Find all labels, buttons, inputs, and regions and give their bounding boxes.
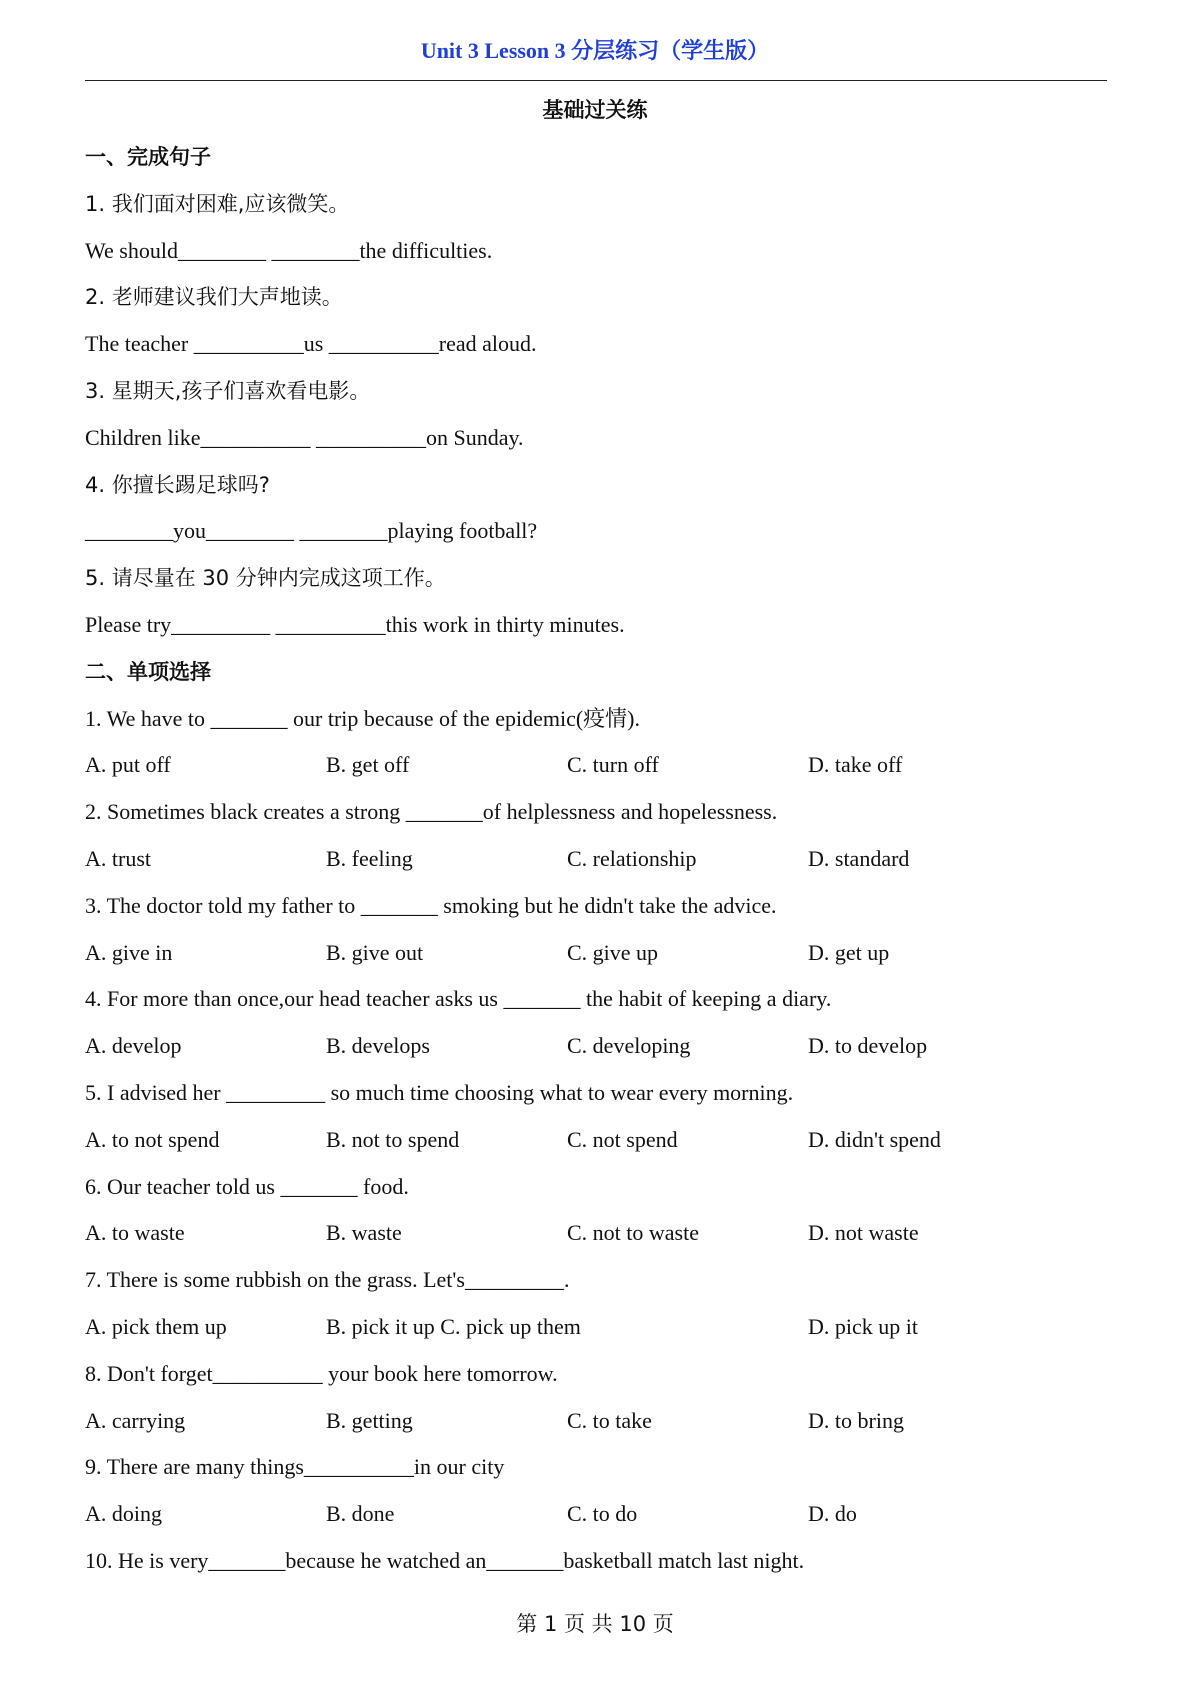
option-c: C. not spend: [567, 1126, 678, 1152]
question-1: 1. We have to _______ our trip because of the epidemic(疫情).: [85, 705, 640, 731]
option-spacer: [567, 1307, 808, 1354]
option-b: B. not to spend: [326, 1126, 460, 1152]
question-9-options: [85, 1494, 1107, 1541]
part1-item-5-chinese: 5. 请尽量在 30 分钟内完成这项工作。: [85, 566, 446, 591]
question-5: 5. I advised her _________ so much time choosing what to wear every morning.: [85, 1079, 794, 1105]
option-c: C. turn off: [567, 752, 659, 778]
part1-item-2-chinese: 2. 老师建议我们大声地读。: [85, 285, 343, 310]
option-b: B. feeling: [326, 845, 413, 871]
option-b: B. getting: [326, 1407, 413, 1433]
option-d: D. not waste: [808, 1220, 919, 1246]
question-8-options: [85, 1401, 1107, 1448]
part1-item-1-english: We should________ ________the difficulties.: [85, 237, 493, 263]
question-9: 9. There are many things__________in our city: [85, 1454, 505, 1480]
option-c: C. give up: [567, 939, 659, 965]
question-4-options: [85, 1026, 1107, 1073]
part1-item-3-english: Children like__________ __________on Sunday.: [85, 424, 524, 450]
option-d: D. standard: [808, 845, 910, 871]
option-a: A. doing: [85, 1501, 162, 1527]
part2-heading: 二、单项选择: [85, 659, 211, 684]
part1-item-1-chinese: 1. 我们面对困难,应该微笑。: [85, 191, 350, 216]
question-8: 8. Don't forget__________ your book here tomorrow.: [85, 1360, 558, 1386]
option-a: A. put off: [85, 752, 171, 778]
header-divider: [85, 80, 1107, 81]
document-header-title: Unit 3 Lesson 3 分层练习（学生版）: [420, 38, 770, 63]
option-a: A. pick them up: [85, 1313, 227, 1339]
option-d: D. get up: [808, 939, 890, 965]
question-7: 7. There is some rubbish on the grass. Let's_________.: [85, 1267, 570, 1293]
option-c: C. to take: [567, 1407, 652, 1433]
option-c: C. to do: [567, 1501, 638, 1527]
option-d: D. pick up it: [808, 1313, 918, 1339]
option-d: D. to bring: [808, 1407, 904, 1433]
page-number-footer: 第 1 页 共 10 页: [516, 1612, 674, 1636]
question-2-options: [85, 839, 1107, 886]
question-3: 3. The doctor told my father to _______ smoking but he didn't take the advice.: [85, 892, 777, 918]
option-a: A. develop: [85, 1033, 182, 1059]
question-10: 10. He is very_______because he watched an_______basketball match last night.: [85, 1547, 805, 1573]
content-lines: [85, 137, 1107, 1588]
part1-item-5-english: Please try_________ __________this work in thirty minutes.: [85, 611, 625, 637]
option-b-c: B. pick it up C. pick up them: [326, 1313, 581, 1339]
part1-item-4-english: ________you________ ________playing football?: [85, 518, 538, 544]
question-6-options: [85, 1213, 1107, 1260]
option-b: B. get off: [326, 752, 410, 778]
option-b: B. done: [326, 1501, 395, 1527]
option-d: D. didn't spend: [808, 1126, 941, 1152]
option-c: C. relationship: [567, 845, 697, 871]
question-1-options: [85, 745, 1107, 792]
option-b: B. give out: [326, 939, 424, 965]
part1-item-4-chinese: 4. 你擅长踢足球吗?: [85, 472, 270, 497]
question-3-options: [85, 933, 1107, 980]
part1-heading: 一、完成句子: [85, 145, 211, 169]
option-a: A. to waste: [85, 1220, 185, 1246]
question-5-options: [85, 1120, 1107, 1167]
question-7-options: [85, 1307, 1107, 1354]
option-c: C. not to waste: [567, 1220, 699, 1246]
option-a: A. trust: [85, 845, 151, 871]
option-b: B. develops: [326, 1033, 430, 1059]
option-b: B. waste: [326, 1220, 402, 1246]
question-4: 4. For more than once,our head teacher asks us _______ the habit of keeping a diary.: [85, 986, 832, 1012]
option-c: C. developing: [567, 1033, 691, 1059]
option-d: D. do: [808, 1501, 857, 1527]
section-title: 基础过关练: [542, 98, 648, 122]
option-a: A. carrying: [85, 1407, 186, 1433]
question-2: 2. Sometimes black creates a strong _______of helplessness and hopelessness.: [85, 799, 778, 825]
part1-item-3-chinese: 3. 星期天,孩子们喜欢看电影。: [85, 378, 371, 403]
question-6: 6. Our teacher told us _______ food.: [85, 1173, 409, 1199]
option-d: D. to develop: [808, 1033, 928, 1059]
option-d: D. take off: [808, 752, 903, 778]
option-a: A. to not spend: [85, 1126, 220, 1152]
part1-item-2-english: The teacher __________us __________read aloud.: [85, 331, 537, 357]
option-a: A. give in: [85, 939, 173, 965]
